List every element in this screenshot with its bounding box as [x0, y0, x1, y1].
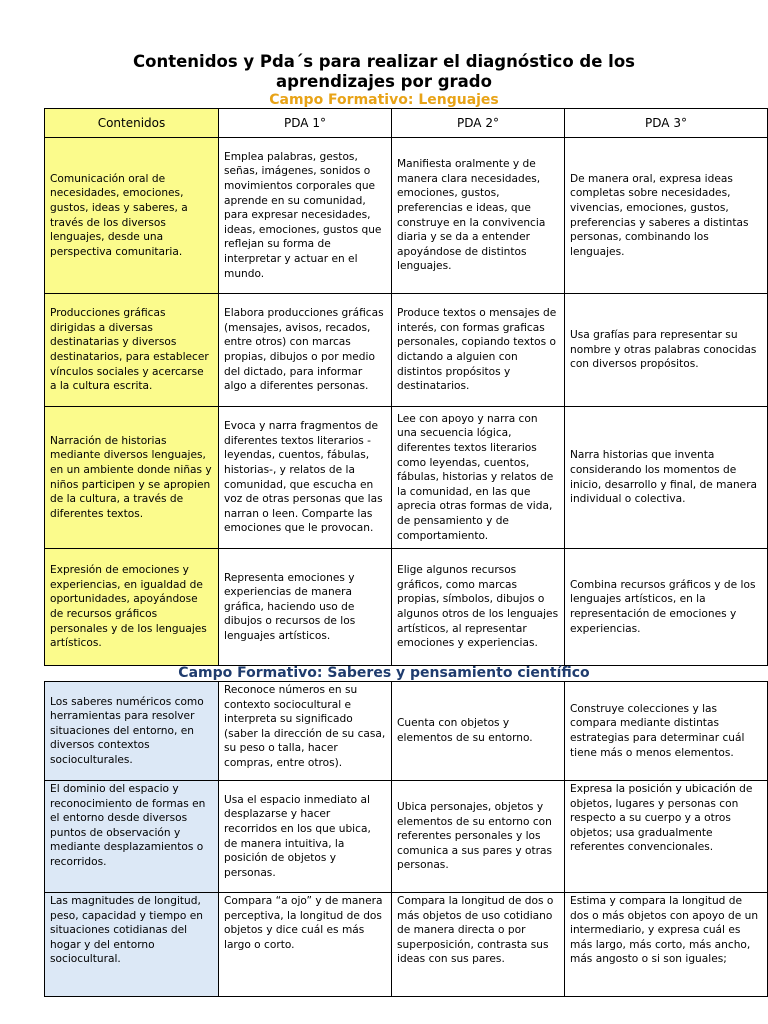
cell-pda1: Evoca y narra fragmentos de diferentes textos literarios -leyendas, cuentos, fábulas, historias-, y relatos de la comunidad, que escucha en voz de otras personas que las narran o leen. Comparte las emociones que le provocan. [219, 407, 392, 549]
cell-pda1: Usa el espacio inmediato al desplazarse y hacer recorridos en los que ubica, de manera intuitiva, la posición de objetos y personas. [219, 781, 392, 893]
section-title-saberes: Campo Formativo: Saberes y pensamiento científico [178, 665, 590, 681]
cell-contenido: Narración de historias mediante diversos lenguajes, en un ambiente donde niñas y niños participen y se apropien de la cultura, a través de diferentes textos. [45, 407, 219, 549]
cell-pda1: Emplea palabras, gestos, señas, imágenes, sonidos o movimientos corporales que aprende en su comunidad, para expresar necesidades, ideas, emociones, gustos que reflejan su forma de interpretar y actuar en el mundo. [219, 138, 392, 294]
table-header-row [45, 109, 768, 138]
header-pda3: PDA 3° [565, 109, 768, 138]
cell-pda3: Estima y compara la longitud de dos o más objetos con apoyo de un intermediario, y expresa cuál es más largo, más corto, más ancho, más angosto o si son iguales; [565, 893, 768, 997]
table-saberes [44, 681, 768, 997]
table-row [45, 682, 768, 781]
cell-pda1: Compara “a ojo” y de manera perceptiva, la longitud de dos objetos y dice cuál es más largo o corto. [219, 893, 392, 997]
cell-pda3: Construye colecciones y las compara mediante distintas estrategias para determinar cuál tiene más o menos elementos. [565, 682, 768, 781]
table-row [45, 893, 768, 997]
cell-pda3: Narra historias que inventa considerando los momentos de inicio, desarrollo y final, de manera individual o colectiva. [565, 407, 768, 549]
table-row [45, 781, 768, 893]
cell-pda2: Cuenta con objetos y elementos de su entorno. [392, 682, 565, 781]
cell-pda1: Reconoce números en su contexto sociocultural e interpreta su significado (saber la dirección de su casa, su peso o talla, hacer compras, entre otros). [219, 682, 392, 781]
document-title-line2: aprendizajes por grado [276, 72, 492, 91]
cell-pda3: Expresa la posición y ubicación de objetos, lugares y personas con respecto a su cuerpo y a otros objetos; usa gradualmente referentes convencionales. [565, 781, 768, 893]
cell-pda2: Produce textos o mensajes de interés, con formas graficas personales, copiando textos o dictando a alguien con distintos propósitos y destinatarios. [392, 294, 565, 407]
cell-pda1: Elabora producciones gráficas (mensajes, avisos, recados, entre otros) con marcas propias, dibujos o por medio del dictado, para informar algo a diferentes personas. [219, 294, 392, 407]
table-row [45, 549, 768, 666]
table-row [45, 407, 768, 549]
cell-pda3: Combina recursos gráficos y de los lenguajes artísticos, en la representación de emociones y experiencias. [565, 549, 768, 666]
cell-pda3: Usa grafías para representar su nombre y otras palabras conocidas con diversos propósitos. [565, 294, 768, 407]
cell-contenido: Expresión de emociones y experiencias, en igualdad de oportunidades, apoyándose de recursos gráficos personales y de los lenguajes artísticos. [45, 549, 219, 666]
cell-pda2: Ubica personajes, objetos y elementos de su entorno con referentes personales y los comunica a sus pares y otras personas. [392, 781, 565, 893]
document-title [0, 52, 768, 92]
cell-pda2: Manifiesta oralmente y de manera clara necesidades, emociones, gustos, preferencias e ideas, que construye en la convivencia diaria y se da a entender apoyándose de distintos lenguajes. [392, 138, 565, 294]
cell-pda3: De manera oral, expresa ideas completas sobre necesidades, vivencias, emociones, gustos, preferencias y saberes a distintas personas, combinando los lenguajes. [565, 138, 768, 294]
cell-contenido: Las magnitudes de longitud, peso, capacidad y tiempo en situaciones cotidianas del hogar y del entorno sociocultural. [45, 893, 219, 997]
document-title-line1: Contenidos y Pda´s para realizar el diagnóstico de los [133, 52, 635, 71]
cell-contenido: Producciones gráficas dirigidas a diversas destinatarias y diversos destinatarios, para establecer vínculos sociales y acercarse a la cultura escrita. [45, 294, 219, 407]
table-row [45, 294, 768, 407]
cell-pda2: Compara la longitud de dos o más objetos de uso cotidiano de manera directa o por superposición, contrasta sus ideas con sus pares. [392, 893, 565, 997]
cell-contenido: Comunicación oral de necesidades, emociones, gustos, ideas y saberes, a través de los diversos lenguajes, desde una perspectiva comunitaria. [45, 138, 219, 294]
header-pda2: PDA 2° [392, 109, 565, 138]
cell-contenido: El dominio del espacio y reconocimiento de formas en el entorno desde diversos puntos de observación y mediante desplazamientos o recorridos. [45, 781, 219, 893]
header-pda1: PDA 1° [219, 109, 392, 138]
cell-pda1: Representa emociones y experiencias de manera gráfica, haciendo uso de dibujos o recursos de los lenguajes artísticos. [219, 549, 392, 666]
header-contenidos: Contenidos [45, 109, 219, 138]
section-title-lenguajes: Campo Formativo: Lenguajes [269, 92, 499, 108]
cell-pda2: Lee con apoyo y narra con una secuencia lógica, diferentes textos literarios como leyendas, cuentos, fábulas, historias y relatos de la comunidad, en las que aprecia otras formas de vida, de pensamiento y de comportamiento. [392, 407, 565, 549]
cell-contenido: Los saberes numéricos como herramientas para resolver situaciones del entorno, en diversos contextos socioculturales. [45, 682, 219, 781]
cell-pda2: Elige algunos recursos gráficos, como marcas propias, símbolos, dibujos o algunos otros de los lenguajes artísticos, al representar emociones y experiencias. [392, 549, 565, 666]
table-lenguajes [44, 108, 768, 666]
table-row [45, 138, 768, 294]
